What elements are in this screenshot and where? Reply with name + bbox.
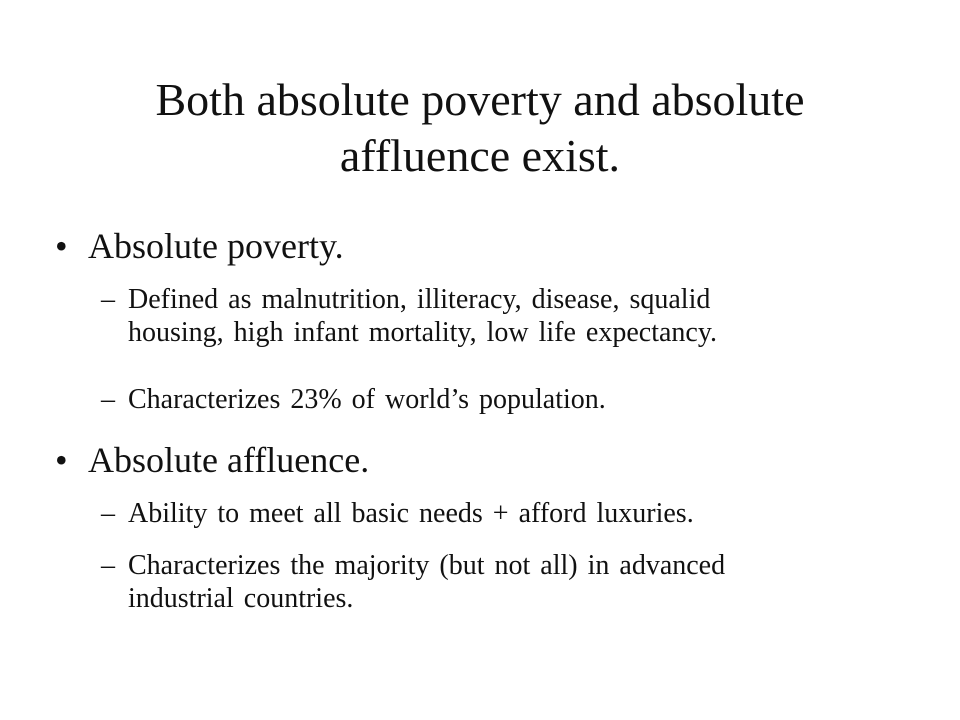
bullet-marker: • [55, 440, 68, 480]
bullet-heading: Absolute affluence. [88, 440, 370, 480]
dash-marker: – [101, 384, 115, 415]
slide-title-line: Both absolute poverty and absolute [155, 74, 805, 125]
subpoint-text [128, 497, 908, 530]
dash-marker: – [101, 284, 115, 315]
subpoint-line: Characterizes 23% of world’s population. [128, 384, 606, 415]
subpoint-line: Characterizes the majority (but not all) in advanced [128, 550, 726, 581]
subpoint-line: industrial countries. [128, 583, 354, 614]
subpoint-line: housing, high infant mortality, low life expectancy. [128, 317, 718, 348]
subpoint-text [128, 383, 908, 416]
dash-marker: – [101, 498, 115, 529]
slide-title-line: affluence exist. [339, 130, 621, 181]
slide-title [60, 72, 900, 184]
bullet-marker: • [55, 226, 68, 266]
subpoint-line: Defined as malnutrition, illiteracy, disease, squalid [128, 284, 711, 315]
dash-marker: – [101, 550, 115, 581]
bullet-heading: Absolute poverty. [88, 226, 344, 266]
subpoint-text [128, 549, 908, 615]
subpoint-text [128, 283, 908, 349]
subpoint-line: Ability to meet all basic needs + afford luxuries. [128, 498, 694, 529]
